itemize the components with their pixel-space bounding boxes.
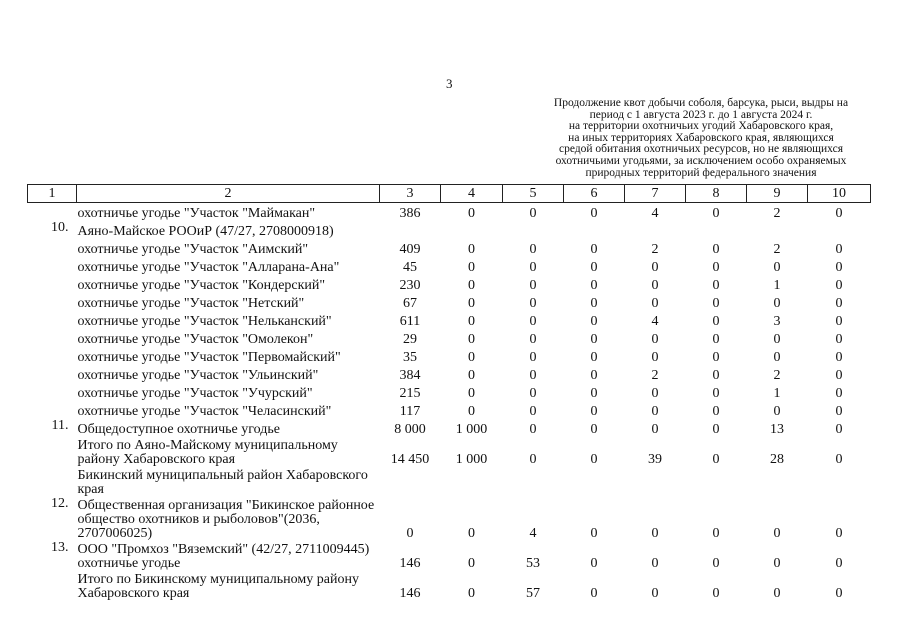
cell-value: 0 [773,296,781,311]
cell-value: 57 [526,586,540,601]
cell-value: 0 [712,386,720,401]
cell-value: 0 [712,278,720,293]
cell-value: 0 [590,314,598,329]
row-number [28,257,77,275]
table-row [28,347,871,365]
header-line: на иных территориях Хабаровского края, являющихся [568,131,834,144]
cell-value: 0 [406,526,414,541]
cell-value: 0 [651,260,659,275]
cell-value: 0 [590,404,598,419]
table-row [28,437,871,467]
quota-table [27,184,871,601]
cell-value: 0 [835,278,843,293]
cell-value: 0 [468,296,475,311]
row-number [28,571,77,601]
cell-value [747,221,808,239]
cell-value: 1 000 [455,422,488,437]
cell-value: 0 [835,452,843,467]
cell-value: 0 [835,206,843,221]
cell-value: 0 [468,278,475,293]
cell-value [564,221,625,239]
cell-value: 117 [399,404,421,419]
cell-value: 0 [590,206,598,221]
column-header-row [28,185,871,203]
cell-value: 0 [529,296,537,311]
cell-value: 53 [526,556,540,571]
cell-value: 0 [590,332,598,347]
cell-value [441,221,503,239]
cell-value: 0 [835,586,843,601]
cell-value [625,467,686,497]
cell-value: 0 [590,350,598,365]
column-header: 9 [747,185,808,203]
cell-value: 0 [835,260,843,275]
row-name: Бикинский муниципальный район Хабаровского края [77,468,368,497]
column-header: 7 [625,185,686,203]
cell-value [503,221,564,239]
cell-value: 4 [529,526,537,541]
cell-value: 0 [468,526,475,541]
cell-value: 0 [712,314,720,329]
cell-value: 0 [590,556,598,571]
row-number: 12. [51,496,69,511]
cell-value: 0 [590,242,598,257]
row-name: Итого по Бикинскому муниципальному району Хабаровского края [77,572,359,601]
column-header: 8 [686,185,747,203]
cell-value: 0 [590,526,598,541]
table-row [28,571,871,601]
cell-value: 0 [651,350,659,365]
cell-value: 0 [529,242,537,257]
row-name: охотничье угодье "Участок "Кондерский" [77,278,326,293]
cell-value: 0 [529,452,537,467]
cell-value: 0 [590,260,598,275]
cell-value: 3 [773,314,781,329]
cell-value: 0 [835,350,843,365]
table-row [28,311,871,329]
cell-value: 0 [529,386,537,401]
cell-value: 67 [403,296,417,311]
row-name: охотничье угодье "Участок "Аимский" [77,242,309,257]
cell-value: 0 [590,586,598,601]
cell-value [808,221,871,239]
cell-value: 0 [773,404,781,419]
row-number [28,401,77,419]
cell-value: 0 [651,422,659,437]
table-row [28,239,871,257]
header-line: охотничьими угодьями, за исключением особо охраняемых [555,154,847,167]
cell-value: 0 [773,586,781,601]
row-name: охотничье угодье "Участок "Ульинский" [77,368,319,383]
cell-value: 2 [651,368,659,383]
cell-value: 0 [712,586,720,601]
cell-value: 0 [468,260,475,275]
row-number: 11. [51,418,69,433]
cell-value: 45 [403,260,417,275]
cell-value: 0 [835,556,843,571]
cell-value: 0 [712,332,720,347]
table-row [28,293,871,311]
cell-value: 0 [529,422,537,437]
cell-value: 0 [773,260,781,275]
table-row [28,541,871,571]
cell-value: 0 [712,350,720,365]
column-header: 1 [28,185,77,203]
cell-value: 215 [399,386,421,401]
cell-value: 0 [835,314,843,329]
row-name: Общественная организация "Бикинское районное общество охотников и рыболовов"(2036, 2707006025) [77,498,375,541]
row-name: охотничье угодье "Участок "Челасинский" [77,404,332,419]
row-number: 13. [51,540,69,555]
cell-value [808,467,871,497]
row-number [28,293,77,311]
cell-value: 1 [773,386,781,401]
row-number [28,239,77,257]
table-row [28,203,871,222]
cell-value [380,467,441,497]
cell-value: 0 [835,386,843,401]
row-name: Аяно-Майское РООиР (47/27, 2708000918) [77,224,334,239]
cell-value: 0 [529,314,537,329]
cell-value: 0 [468,368,475,383]
cell-value: 0 [651,526,659,541]
cell-value [380,221,441,239]
column-header: 3 [380,185,441,203]
row-name: охотничье угодье "Участок "Омолекон" [77,332,314,347]
cell-value: 0 [529,404,537,419]
cell-value: 0 [590,296,598,311]
cell-value: 8 000 [394,422,426,437]
cell-value [564,467,625,497]
column-header: 4 [441,185,503,203]
page-number: 3 [446,76,453,91]
cell-value: 0 [468,404,475,419]
table-row [28,275,871,293]
header-line: природных территорий федерального значения [585,166,817,179]
row-number [28,383,77,401]
column-header: 5 [503,185,564,203]
table-row [28,497,871,541]
cell-value: 0 [590,368,598,383]
table-row [28,221,871,239]
row-name: охотничье угодье "Участок "Учурский" [77,386,313,401]
cell-value: 386 [399,206,421,221]
row-number [28,365,77,383]
cell-value: 611 [399,314,421,329]
cell-value [747,467,808,497]
table-row [28,419,871,437]
cell-value: 384 [399,368,421,383]
row-name: охотничье угодье "Участок "Первомайский" [77,350,341,365]
row-name: ООО "Промхоз "Вяземский" (42/27, 2711009445) охотничье угодье [77,542,370,571]
cell-value [441,467,503,497]
cell-value [503,467,564,497]
cell-value: 2 [773,206,781,221]
cell-value: 0 [712,368,720,383]
cell-value: 0 [468,556,475,571]
cell-value: 14 450 [390,452,430,467]
cell-value: 0 [468,242,475,257]
table-row [28,329,871,347]
cell-value: 39 [648,452,662,467]
row-number [28,203,77,222]
header-line: средой обитания охотничьих ресурсов, но не являющихся [558,143,843,156]
cell-value [686,221,747,239]
cell-value: 146 [399,556,421,571]
cell-value: 0 [835,332,843,347]
cell-value: 0 [590,386,598,401]
row-number [28,311,77,329]
cell-value: 0 [529,278,537,293]
cell-value: 2 [773,368,781,383]
row-number [28,275,77,293]
cell-value: 0 [468,386,475,401]
cell-value: 2 [651,242,659,257]
cell-value: 0 [651,278,659,293]
cell-value: 0 [651,404,659,419]
cell-value: 0 [835,368,843,383]
cell-value: 0 [773,556,781,571]
row-name: Итого по Аяно-Майскому муниципальному району Хабаровского края [77,438,338,467]
cell-value: 0 [590,452,598,467]
column-header: 10 [808,185,871,203]
cell-value: 0 [651,332,659,347]
cell-value [625,221,686,239]
cell-value: 0 [468,332,475,347]
cell-value: 0 [835,242,843,257]
cell-value: 0 [529,368,537,383]
cell-value: 0 [712,556,720,571]
cell-value: 0 [468,206,475,221]
cell-value: 0 [590,422,598,437]
table-row [28,257,871,275]
cell-value: 0 [651,586,659,601]
cell-value: 409 [399,242,421,257]
cell-value: 0 [773,350,781,365]
row-name: охотничье угодье "Участок "Нетский" [77,296,305,311]
cell-value: 0 [712,452,720,467]
cell-value: 0 [529,206,537,221]
cell-value: 35 [403,350,417,365]
cell-value: 29 [403,332,417,347]
column-header: 2 [77,185,380,203]
cell-value: 4 [651,314,659,329]
column-header: 6 [564,185,625,203]
cell-value: 13 [770,422,784,437]
cell-value: 0 [712,242,720,257]
cell-value: 0 [468,350,475,365]
cell-value: 0 [835,526,843,541]
row-name: охотничье угодье "Участок "Нельканский" [77,314,332,329]
cell-value: 2 [773,242,781,257]
row-number [28,347,77,365]
cell-value: 1 [773,278,781,293]
cell-value: 0 [651,386,659,401]
cell-value: 4 [651,206,659,221]
cell-value: 146 [399,586,421,601]
cell-value: 0 [835,422,843,437]
cell-value: 0 [712,296,720,311]
table-row [28,467,871,497]
document-header [528,98,874,179]
cell-value: 0 [712,526,720,541]
cell-value: 0 [773,526,781,541]
cell-value: 0 [468,314,475,329]
cell-value [686,467,747,497]
cell-value: 0 [835,404,843,419]
table-row [28,383,871,401]
cell-value: 230 [399,278,421,293]
cell-value: 0 [468,586,475,601]
cell-value: 0 [529,260,537,275]
cell-value: 0 [835,296,843,311]
cell-value: 0 [529,332,537,347]
row-number [28,437,77,467]
row-number [28,329,77,347]
header-line: период с 1 августа 2023 г. до 1 августа 2024 г. [589,108,813,121]
header-line: на территории охотничьих угодий Хабаровского края, [568,120,834,133]
cell-value: 0 [712,404,720,419]
row-name: охотничье угодье "Участок "Алларана-Ана" [77,260,340,275]
cell-value: 0 [712,206,720,221]
row-number [28,467,77,497]
cell-value: 0 [712,422,720,437]
row-name: Общедоступное охотничье угодье [77,422,280,437]
cell-value: 0 [651,296,659,311]
cell-value: 0 [712,260,720,275]
cell-value: 28 [770,452,784,467]
row-name: охотничье угодье "Участок "Маймакан" [77,206,316,221]
cell-value: 0 [529,350,537,365]
cell-value: 1 000 [455,452,488,467]
table-row [28,401,871,419]
cell-value: 0 [590,278,598,293]
cell-value: 0 [651,556,659,571]
row-number: 10. [51,220,69,235]
header-line: Продолжение квот добычи соболя, барсука, рыси, выдры на [553,97,849,109]
cell-value: 0 [773,332,781,347]
table-row [28,365,871,383]
